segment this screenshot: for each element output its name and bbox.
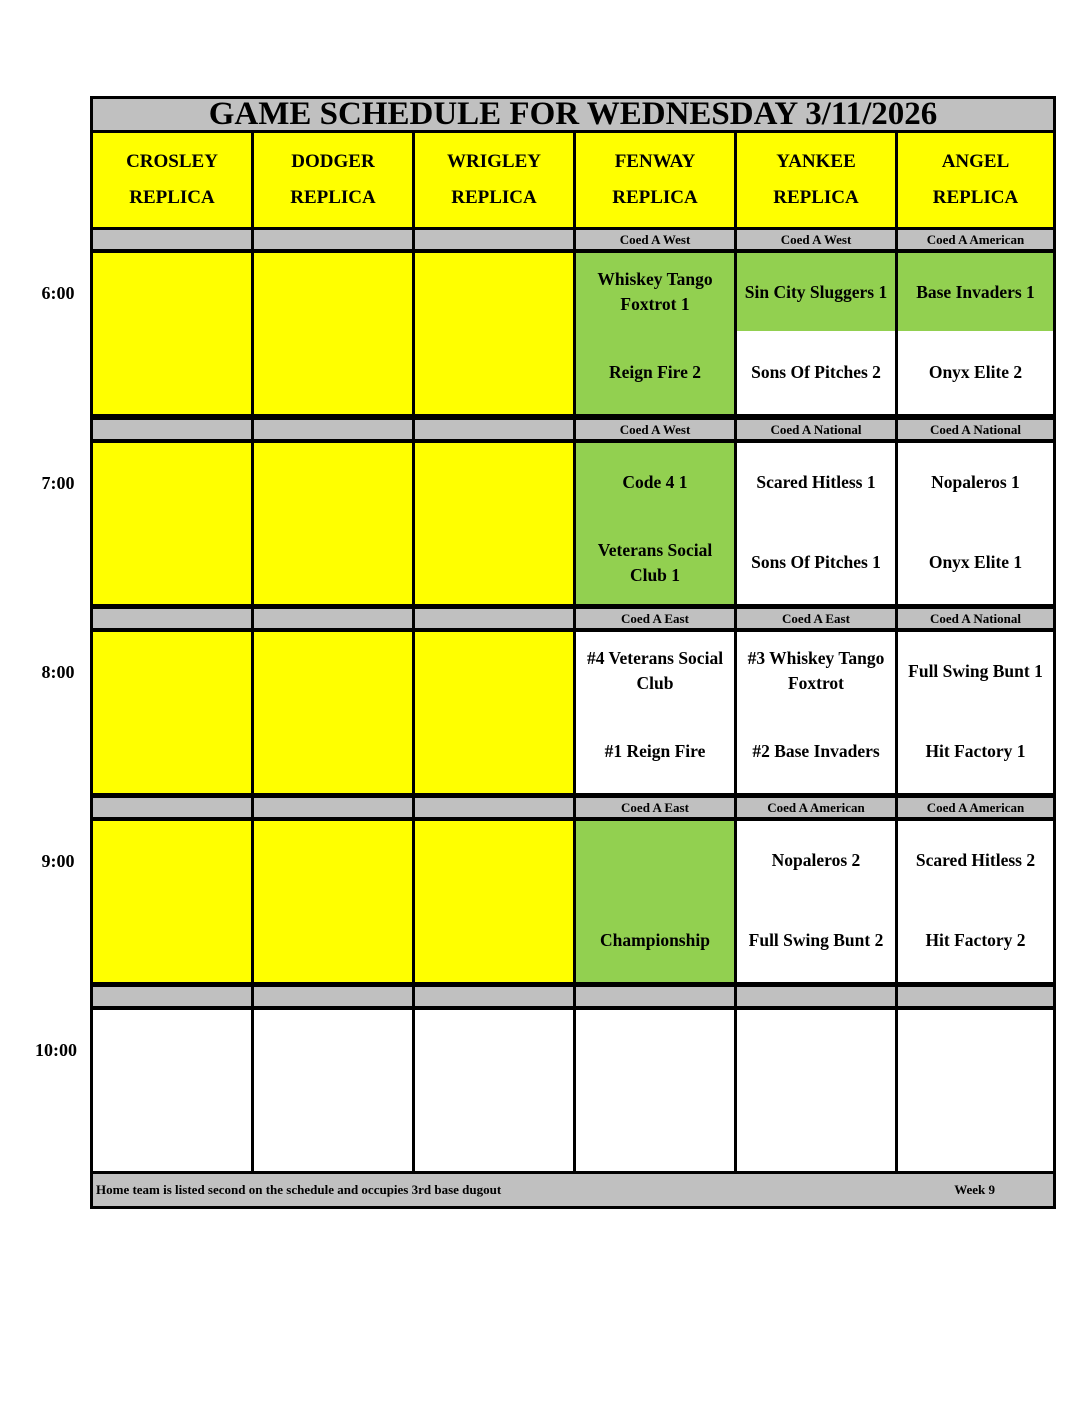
game-home-team xyxy=(169,710,175,793)
game-home-team: Hit Factory 2 xyxy=(925,930,1026,950)
game-away-team xyxy=(973,1010,979,1088)
game-cell xyxy=(737,632,895,793)
game-away-team xyxy=(491,821,497,899)
game-away-team xyxy=(813,1010,819,1088)
game-home-team xyxy=(973,1088,979,1171)
division-label xyxy=(93,987,251,1006)
game-away-team xyxy=(330,443,336,521)
game-home-team: #2 Base Invaders xyxy=(752,741,880,761)
game-away-team xyxy=(491,443,497,521)
field-name: FENWAY xyxy=(614,151,696,172)
game-home-team xyxy=(330,899,336,982)
game-cell xyxy=(737,821,895,982)
division-label xyxy=(415,609,573,628)
time-label: 10:00 xyxy=(35,1040,77,1060)
division-label: Coed A American xyxy=(898,798,1053,817)
game-away-team: Nopaleros 1 xyxy=(931,471,1020,492)
game-away-team xyxy=(491,1010,497,1088)
time-label: 7:00 xyxy=(41,473,75,493)
division-label: Coed A East xyxy=(576,798,734,817)
game-cell xyxy=(415,443,573,604)
game-away-team: Scared Hitless 2 xyxy=(915,849,1036,870)
schedule-grid xyxy=(90,96,1056,1209)
game-away-team xyxy=(491,253,497,331)
field-name: ANGEL xyxy=(941,151,1010,172)
game-away-team: Scared Hitless 1 xyxy=(756,471,876,492)
field-subtitle: REPLICA xyxy=(451,187,537,208)
division-label xyxy=(254,987,412,1006)
time-label: 9:00 xyxy=(41,851,75,871)
game-home-team xyxy=(330,1088,336,1171)
game-home-team: Reign Fire 2 xyxy=(608,362,702,382)
division-label xyxy=(898,987,1053,1006)
game-cell xyxy=(576,821,734,982)
game-away-team: Code 4 1 xyxy=(622,471,688,492)
game-away-team: Full Swing Bunt 1 xyxy=(908,660,1043,681)
field-subtitle: REPLICA xyxy=(612,187,698,208)
game-home-team xyxy=(491,710,497,793)
division-label xyxy=(254,609,412,628)
game-away-team: Whiskey Tango Foxtrot 1 xyxy=(597,269,713,314)
game-cell xyxy=(576,632,734,793)
time-label: 8:00 xyxy=(41,662,75,682)
division-label: Coed A American xyxy=(737,798,895,817)
division-label: Coed A National xyxy=(898,420,1053,439)
division-label: Coed A National xyxy=(737,420,895,439)
field-name: YANKEE xyxy=(776,151,856,172)
game-cell xyxy=(254,1010,412,1171)
game-home-team xyxy=(491,331,497,414)
game-home-team: Onyx Elite 2 xyxy=(898,331,1053,414)
game-cell xyxy=(576,443,734,604)
division-label: Coed A West xyxy=(737,230,895,249)
game-home-team xyxy=(169,331,175,414)
footer-note: Home team is listed second on the schedule and occupies 3rd base dugout xyxy=(96,1182,502,1197)
game-home-team: Sons Of Pitches 2 xyxy=(737,331,895,414)
division-label xyxy=(576,987,734,1006)
game-cell xyxy=(93,1010,251,1171)
game-away-team xyxy=(169,1010,175,1088)
game-away-team xyxy=(330,632,336,710)
game-away-team xyxy=(169,821,175,899)
game-home-team xyxy=(169,1088,175,1171)
field-header-crosley xyxy=(93,133,251,227)
game-away-team xyxy=(169,443,175,521)
field-header-fenway xyxy=(576,133,734,227)
division-label: Coed A East xyxy=(737,609,895,628)
game-home-team xyxy=(813,1088,819,1171)
game-cell xyxy=(898,821,1053,982)
game-cell xyxy=(415,821,573,982)
game-away-team xyxy=(652,1010,658,1088)
division-label xyxy=(254,420,412,439)
division-label xyxy=(93,609,251,628)
game-away-team xyxy=(330,821,336,899)
division-label xyxy=(254,798,412,817)
game-cell xyxy=(93,253,251,414)
game-home-team: #1 Reign Fire xyxy=(604,741,706,761)
schedule-title: GAME SCHEDULE FOR WEDNESDAY 3/11/2026 xyxy=(93,99,1053,130)
field-header-wrigley xyxy=(415,133,573,227)
game-away-team xyxy=(330,1010,336,1088)
game-home-team xyxy=(491,899,497,982)
game-cell xyxy=(898,443,1053,604)
game-cell xyxy=(737,443,895,604)
game-away-team: Base Invaders 1 xyxy=(898,253,1053,331)
game-home-team xyxy=(169,899,175,982)
division-label xyxy=(93,798,251,817)
field-header-angel xyxy=(898,133,1053,227)
game-home-team: Onyx Elite 1 xyxy=(928,552,1023,572)
game-cell xyxy=(737,1010,895,1171)
game-home-team xyxy=(169,521,175,604)
game-home-team xyxy=(330,331,336,414)
game-away-team xyxy=(169,632,175,710)
division-label xyxy=(93,420,251,439)
game-cell xyxy=(415,1010,573,1171)
game-cell xyxy=(254,443,412,604)
field-subtitle: REPLICA xyxy=(290,187,376,208)
game-cell xyxy=(576,253,734,414)
division-label xyxy=(415,987,573,1006)
field-header-yankee xyxy=(737,133,895,227)
field-subtitle: REPLICA xyxy=(932,187,1019,208)
game-cell xyxy=(254,821,412,982)
division-label xyxy=(415,230,573,249)
game-away-team xyxy=(330,253,336,331)
field-name: CROSLEY xyxy=(126,151,218,172)
game-cell xyxy=(415,632,573,793)
game-home-team: Hit Factory 1 xyxy=(925,741,1026,761)
game-home-team: Championship xyxy=(600,930,710,950)
game-cell xyxy=(254,253,412,414)
field-subtitle: REPLICA xyxy=(129,187,215,208)
game-home-team xyxy=(330,521,336,604)
game-away-team xyxy=(169,253,175,331)
field-name: DODGER xyxy=(291,151,375,172)
division-label: Coed A American xyxy=(898,230,1053,249)
game-away-team xyxy=(491,632,497,710)
division-label: Coed A West xyxy=(576,420,734,439)
game-away-team: Sin City Sluggers 1 xyxy=(737,253,895,331)
game-cell xyxy=(93,632,251,793)
division-label: Coed A National xyxy=(898,609,1053,628)
field-subtitle: REPLICA xyxy=(773,187,859,208)
game-cell xyxy=(898,632,1053,793)
game-home-team xyxy=(652,1088,658,1171)
field-name: WRIGLEY xyxy=(447,151,541,172)
game-cell xyxy=(254,632,412,793)
division-label: Coed A West xyxy=(576,230,734,249)
game-away-team: #3 Whiskey Tango Foxtrot xyxy=(747,648,885,693)
week-label: Week 9 xyxy=(954,1182,995,1197)
field-header-dodger xyxy=(254,133,412,227)
footer-note-bar xyxy=(93,1174,1053,1206)
division-label xyxy=(93,230,251,249)
division-label xyxy=(415,798,573,817)
game-cell xyxy=(576,1010,734,1171)
division-label xyxy=(737,987,895,1006)
game-home-team xyxy=(491,1088,497,1171)
game-away-team xyxy=(652,821,658,899)
game-home-team xyxy=(491,521,497,604)
game-away-team: #4 Veterans Social Club xyxy=(586,648,724,693)
game-cell xyxy=(93,821,251,982)
game-away-team: Nopaleros 2 xyxy=(771,849,861,870)
division-label xyxy=(415,420,573,439)
game-cell xyxy=(415,253,573,414)
game-home-team: Veterans Social Club 1 xyxy=(597,539,713,585)
division-label: Coed A East xyxy=(576,609,734,628)
game-cell xyxy=(898,1010,1053,1171)
game-home-team: Sons Of Pitches 1 xyxy=(751,552,881,572)
game-home-team xyxy=(330,710,336,793)
game-cell xyxy=(93,443,251,604)
game-home-team: Full Swing Bunt 2 xyxy=(748,930,884,950)
time-label: 6:00 xyxy=(41,283,75,303)
division-label xyxy=(254,230,412,249)
